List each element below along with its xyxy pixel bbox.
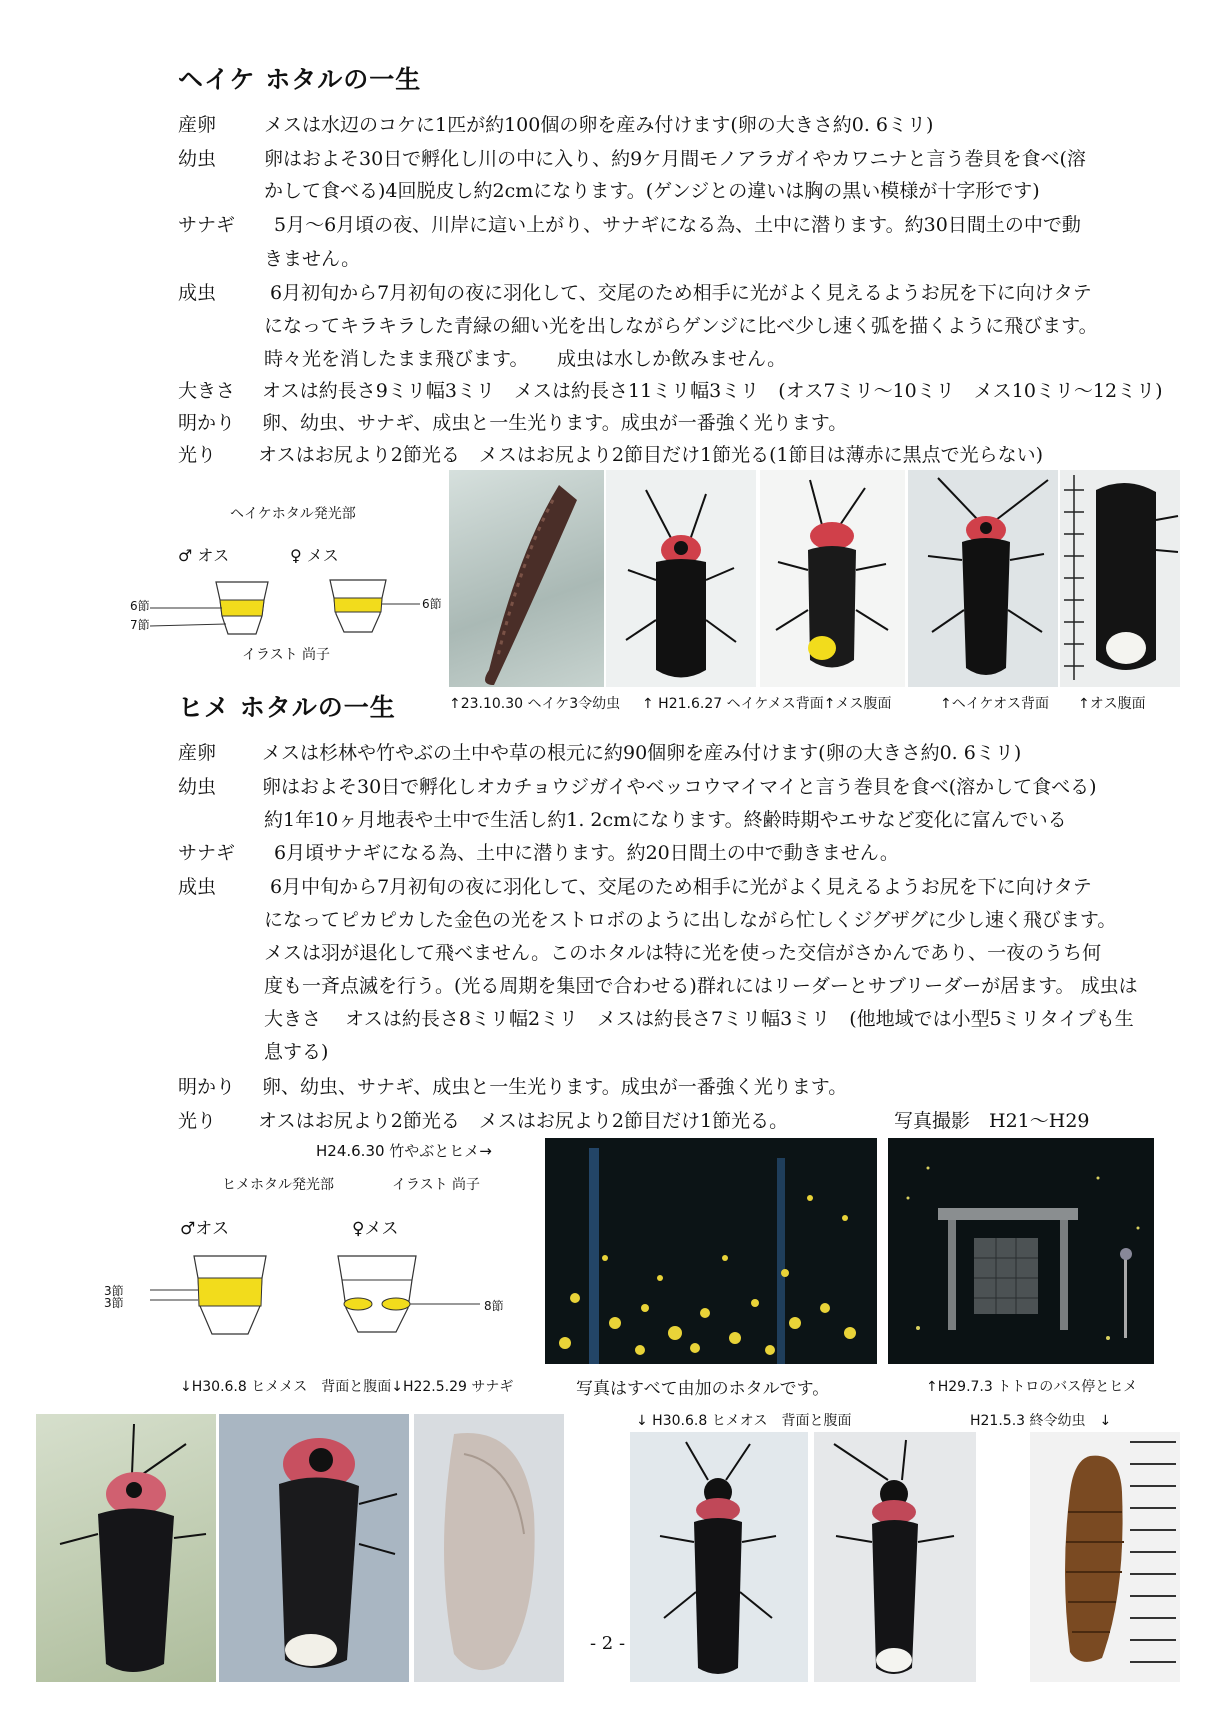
- heike-caption-male: ↑ヘイケオス背面: [940, 696, 1050, 712]
- hime-adult-line3: メスは羽が退化して飛べません。このホタルは特に光を使った交信がさかんであり、一夜のうち何: [264, 942, 1102, 964]
- hime-glow-text: 卵、幼虫、サナギ、成虫と一生光ります。成虫が一番強く光ります。: [262, 1076, 848, 1098]
- hime-adult-line4: 度も一斉点滅を行う。(光る周期を集団で合わせる)群れにはリーダーとサブリーダーが居ます。 成虫は: [264, 975, 1138, 997]
- hime-light-label: 光り: [178, 1110, 217, 1132]
- heike-illu-seg6: 6節: [130, 599, 150, 613]
- heike-male-ventral-photo: [1060, 470, 1180, 687]
- heike-pupa-label: サナギ: [178, 214, 236, 236]
- heike-egg-text: メスは水辺のコケに1匹が約100個の卵を産み付けます(卵の大きさ約0. 6ミリ): [264, 114, 934, 136]
- heike-illu-seg7: 7節: [130, 618, 150, 632]
- hime-final-larva-photo: [1030, 1432, 1180, 1682]
- heike-size-label: 大きさ: [178, 380, 236, 402]
- hime-photo-period: 写真撮影 H21～H29: [894, 1110, 1090, 1132]
- heike-larva-label: 幼虫: [178, 148, 217, 170]
- hime-title: ヒメ ホタルの一生: [178, 693, 396, 722]
- firefly-icon: [630, 1432, 808, 1682]
- hime-caption-bamboo: H24.6.30 竹やぶとヒメ→: [316, 1142, 492, 1160]
- hime-female-ventral-photo: [219, 1414, 409, 1682]
- hime-illu-seg3a: 3節: [104, 1284, 124, 1298]
- heike-title: ヘイケ ホタルの一生: [178, 65, 422, 94]
- firefly-icon: [908, 470, 1058, 687]
- hime-adult-line1: 6月中旬から7月初旬の夜に羽化して、交尾のため相手に光がよく見えるようお尻を下に向けタテ: [270, 876, 1092, 898]
- hime-abdomen-diagram: [130, 1248, 530, 1358]
- heike-larva-line2: かして食べる)4回脱皮し約2cmになります。(ゲンジとの違いは胸の黒い模様が十字形です): [264, 180, 1040, 202]
- hime-illu-credit: イラスト 尚子: [392, 1177, 481, 1193]
- hime-size-line1: オスは約長さ8ミリ幅2ミリ メスは約長さ7ミリ幅3ミリ (他地域では小型5ミリタイプも生: [345, 1008, 1134, 1030]
- hime-larva-line1: 卵はおよそ30日で孵化しオカチョウジガイやベッコウマイマイと言う巻貝を食べ(溶かして食べる): [262, 776, 1097, 798]
- hime-caption-larva: H21.5.3 終令幼虫 ↓: [970, 1413, 1112, 1429]
- heike-caption-larva: ↑23.10.30 ヘイケ3令幼虫: [449, 696, 621, 712]
- firefly-icon: [1060, 470, 1180, 687]
- heike-light-text: オスはお尻より2節光る メスはお尻より2節目だけ1節光る(1節目は薄赤に黒点で光らない): [258, 444, 1043, 466]
- larva-icon: [1030, 1432, 1180, 1682]
- firefly-swarm-icon: [545, 1138, 877, 1364]
- hime-size-label: 大きさ: [264, 1008, 322, 1030]
- hime-illu-title: ヒメホタル発光部: [222, 1177, 334, 1193]
- heike-egg-label: 産卵: [178, 114, 217, 136]
- pupa-icon: [414, 1414, 564, 1682]
- heike-size-text: オスは約長さ9ミリ幅3ミリ メスは約長さ11ミリ幅3ミリ (オス7ミリ～10ミリ メス10ミリ～12ミリ): [262, 380, 1163, 402]
- heike-female-dorsal-photo: [606, 470, 756, 687]
- hime-light-text: オスはお尻より2節光る メスはお尻より2節目だけ1節光る。: [258, 1110, 789, 1132]
- firefly-icon: [36, 1414, 216, 1682]
- hime-busstop-night-photo: [888, 1138, 1154, 1364]
- heike-illu-male: ♂ オス: [178, 546, 230, 565]
- heike-adult-line1: 6月初旬から7月初旬の夜に羽化して、交尾のため相手に光がよく見えるようお尻を下に向けタテ: [270, 282, 1092, 304]
- heike-pupa-line2: きません。: [264, 248, 361, 270]
- heike-abdomen-diagram: [130, 570, 450, 650]
- firefly-icon: [760, 470, 905, 687]
- hime-illu-male: ♂オス: [180, 1219, 230, 1239]
- hime-illu-seg3b: 3節: [104, 1296, 124, 1310]
- hime-female-dorsal-photo: [36, 1414, 216, 1682]
- page-number: - 2 -: [590, 1633, 626, 1654]
- heike-glow-label: 明かり: [178, 412, 236, 434]
- hime-caption-all: 写真はすべて由加のホタルです。: [576, 1379, 830, 1399]
- heike-glow-text: 卵、幼虫、サナギ、成虫と一生光ります。成虫が一番強く光ります。: [262, 412, 848, 434]
- hime-illu-female: ♀メス: [352, 1219, 399, 1239]
- hime-adult-label: 成虫: [178, 876, 217, 898]
- hime-caption-male: ↓ H30.6.8 ヒメオス 背面と腹面: [636, 1413, 852, 1429]
- firefly-icon: [606, 470, 756, 687]
- heike-male-dorsal-photo: [908, 470, 1058, 687]
- firefly-icon: [814, 1432, 976, 1682]
- heike-adult-label: 成虫: [178, 282, 217, 304]
- heike-illu-credit: イラスト 尚子: [242, 647, 331, 663]
- heike-pupa-line1: 5月～6月頃の夜、川岸に這い上がり、サナギになる為、土中に潜ります。約30日間土の中で動: [274, 214, 1081, 236]
- hime-male-dorsal-photo: [630, 1432, 808, 1682]
- heike-larva-photo: [449, 470, 604, 687]
- hime-egg-label: 産卵: [178, 742, 217, 764]
- heike-larva-line1: 卵はおよそ30日で孵化し川の中に入り、約9ケ月間モノアラガイやカワニナと言う巻貝を食べ(溶: [264, 148, 1086, 170]
- heike-illu-female: ♀ メス: [290, 546, 339, 565]
- heike-illu-seg6-right: 6節: [422, 597, 442, 611]
- hime-caption-busstop: ↑H29.7.3 トトロのバス停とヒメ: [926, 1379, 1138, 1395]
- heike-adult-line3: 時々光を消したまま飛びます。 成虫は水しか飲みません。: [264, 348, 787, 370]
- hime-larva-line2: 約1年10ヶ月地表や土中で生活し約1. 2cmになります。終齢時期やエサなど変化に富んでいる: [264, 809, 1067, 831]
- firefly-icon: [219, 1414, 409, 1682]
- hime-size-row: [264, 1002, 1134, 1036]
- hime-pupa-label: サナギ: [178, 842, 236, 864]
- hime-glow-label: 明かり: [178, 1076, 236, 1098]
- hime-illu-seg8: 8節: [484, 1299, 504, 1313]
- heike-light-label: 光り: [178, 444, 217, 466]
- heike-caption-male-ventral: ↑オス腹面: [1078, 696, 1146, 712]
- hime-adult-line2: になってピカピカした金色の光をストロボのように出しながら忙しくジグザグに少し速く飛びます。: [264, 909, 1117, 931]
- hime-bamboo-night-photo: [545, 1138, 877, 1364]
- bus-stop-shelter-icon: [888, 1138, 1154, 1364]
- hime-egg-text: メスは杉林や竹やぶの土中や草の根元に約90個卵を産み付けます(卵の大きさ約0. 6ミリ): [262, 742, 1022, 764]
- heike-adult-line2: になってキラキラした青緑の細い光を出しながらゲンジに比べ少し速く弧を描くように飛びます。: [264, 315, 1098, 337]
- hime-pupa-photo: [414, 1414, 564, 1682]
- hime-larva-label: 幼虫: [178, 776, 217, 798]
- larva-icon: [449, 470, 604, 687]
- heike-caption-female: ↑ H21.6.27 ヘイケメス背面↑メス腹面: [642, 696, 892, 712]
- hime-pupa-text: 6月頃サナギになる為、土中に潜ります。約20日間土の中で動きません。: [274, 842, 899, 864]
- hime-size-line2: 息する): [264, 1041, 329, 1063]
- heike-illu-title: ヘイケホタル発光部: [230, 506, 356, 522]
- hime-male-ventral-photo: [814, 1432, 976, 1682]
- heike-female-ventral-photo: [760, 470, 905, 687]
- hime-caption-female: ↓H30.6.8 ヒメメス 背面と腹面↓H22.5.29 サナギ: [180, 1379, 514, 1395]
